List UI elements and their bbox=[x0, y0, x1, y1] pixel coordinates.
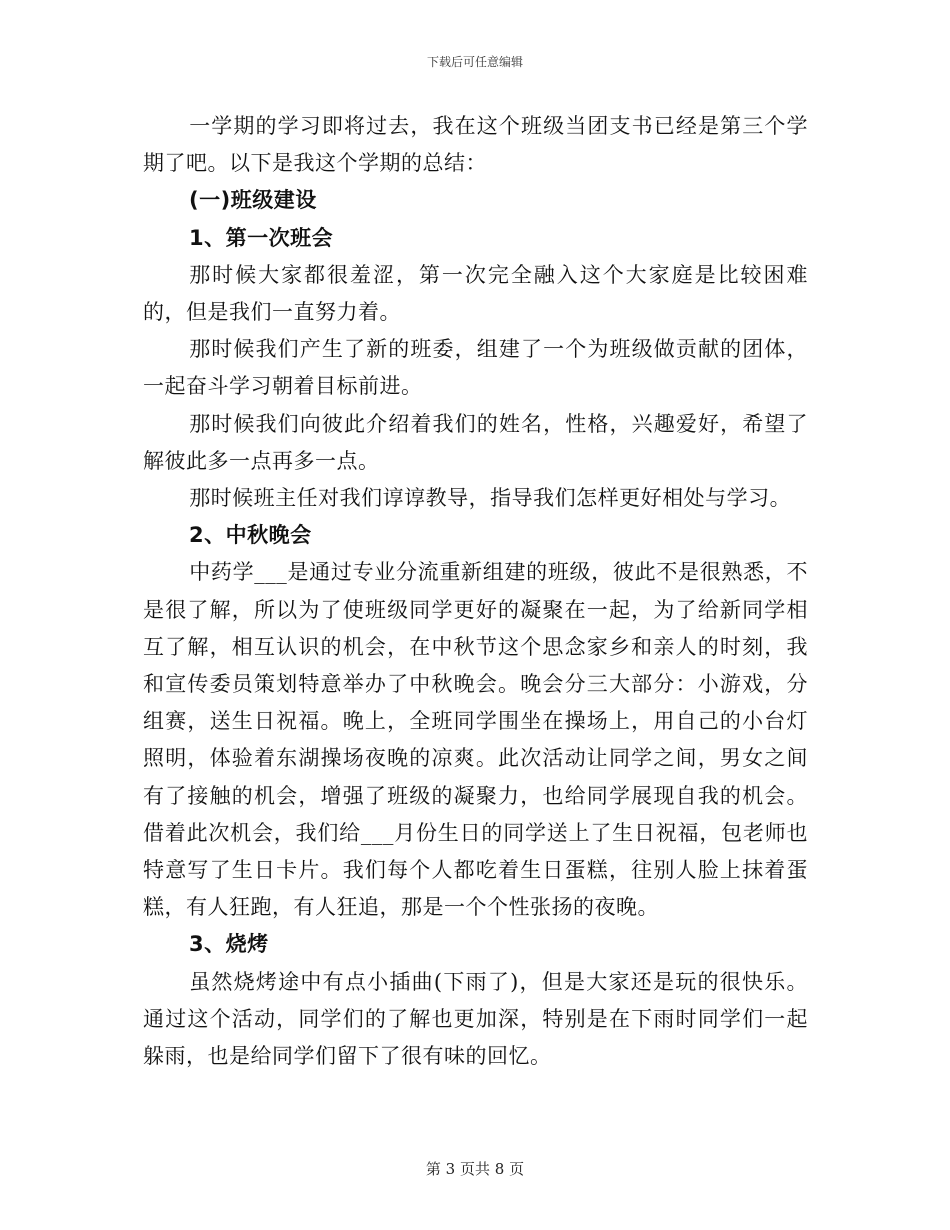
subheading-first-class-meeting: 1、第一次班会 bbox=[189, 225, 334, 250]
paragraph: 虽然烧烤途中有点小插曲(下雨了)，但是大家还是玩的很快乐。通过这个活动，同学们的了解也更加深，特别是在下雨时同学们一起躲雨，也是给同学们留下了很有味的回忆。 bbox=[143, 969, 808, 1069]
paragraph: 那时候我们产生了新的班委，组建了一个为班级做贡献的团体，一起奋斗学习朝着目标前进。 bbox=[143, 337, 808, 399]
paragraph: 那时候大家都很羞涩，第一次完全融入这个大家庭是比较困难的，但是我们一直努力着。 bbox=[143, 262, 808, 325]
page-footer: 第 3 页共 8 页 bbox=[425, 1160, 525, 1178]
subheading-mid-autumn-party: 2、中秋晚会 bbox=[189, 523, 312, 548]
paragraph: 那时候班主任对我们谆谆教导，指导我们怎样更好相处与学习。 bbox=[189, 486, 792, 511]
intro-paragraph: 一学期的学习即将过去，我在这个班级当团支书已经是第三个学期了吧。以下是我这个学期的总结： bbox=[143, 114, 808, 176]
document-body bbox=[143, 108, 808, 1075]
subheading-barbecue: 3、烧烤 bbox=[189, 932, 269, 957]
paragraph: 那时候我们向彼此介绍着我们的姓名，性格，兴趣爱好，希望了解彼此多一点再多一点。 bbox=[143, 411, 808, 473]
section-heading-class-building: (一)班级建设 bbox=[189, 188, 317, 213]
page-header: 下载后可任意编辑 bbox=[426, 55, 523, 69]
paragraph: 中药学___是通过专业分流重新组建的班级，彼此不是很熟悉，不是很了解，所以为了使班级同学更好的凝聚在一起，为了给新同学相互了解，相互认识的机会，在中秋节这个思念家乡和亲人的时刻，我和宣传委员策划特意举办了中秋晚会。晚会分三大部分：小游戏，分组赛，送生日祝福。晚上，全班同学围坐在操场上，用自己的小台灯照明，体验着东湖操场夜晚的凉爽。此次活动让同学之间，男女之间有了接触的机会，增强了班级的凝聚力，也给同学展现自我的机会。借着此次机会，我们给___月份生日的同学送上了生日祝福，包老师也特意写了生日卡片。我们每个人都吃着生日蛋糕，往别人脸上抹着蛋糕，有人狂跑，有人狂追，那是一个个性张扬的夜晚。 bbox=[143, 560, 808, 920]
